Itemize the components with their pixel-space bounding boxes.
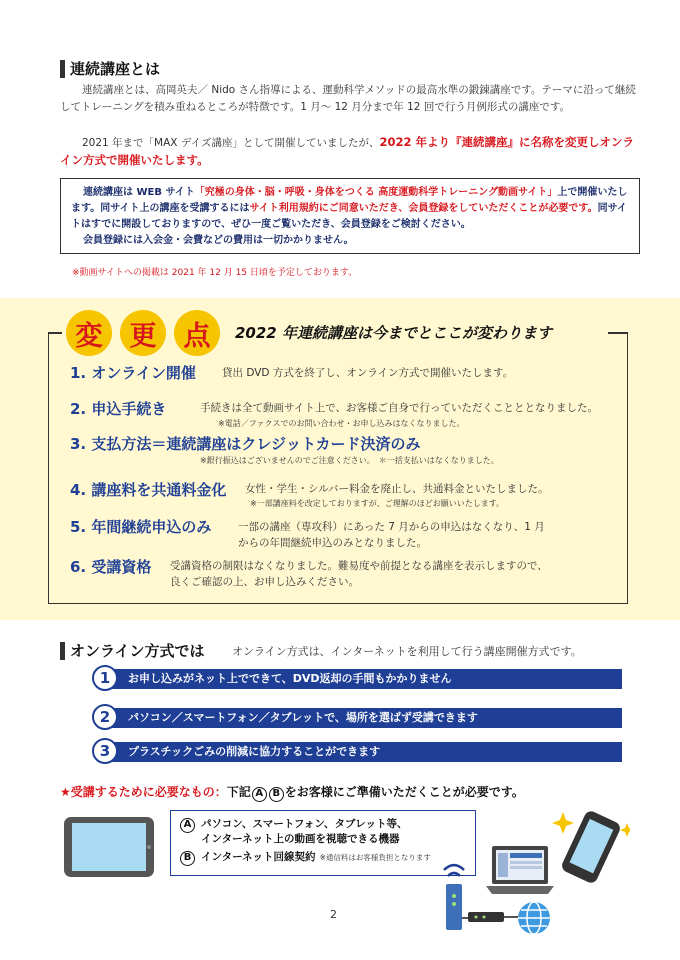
letter-a-badge: A — [252, 787, 267, 802]
renzoku-paragraph-1: 連続講座とは、高岡英夫／ Nido さん指導による、運動科学メソッドの最高水準の鍛錬講座です。テーマに沿って継続してトレーニングを積み重ねるところが特徴です。1 月〜 12 月分まで年 12 回で行う月例形式の講座です。 — [60, 84, 636, 113]
benefit-2 — [92, 706, 622, 730]
section-title-online — [60, 640, 205, 661]
requirements-line: ★受講するために必要なもの：下記 A B をお客様にご準備いただくことが必要です。 — [60, 783, 524, 802]
name-change-highlight: 2022 年より『連続講座』に名称を変更しオンライン方式で開催いたします。 — [60, 135, 635, 167]
change-circle-2: 更 — [120, 310, 166, 356]
letter-b-badge: B — [269, 787, 284, 802]
change-item-4-desc: 女性・学生・シルバー料金を廃止し、共通料金といたしました。 — [245, 483, 549, 495]
change-item-2-note: ※電話／ファクスでのお問い合わせ・お申し込みはなくなりました。 — [218, 419, 465, 428]
page-number: 2 — [330, 908, 337, 921]
change-item-3-title: 3. 支払方法＝連続講座はクレジットカード決済のみ — [70, 435, 421, 453]
title-bar — [60, 60, 65, 78]
change-item-1-title: 1. オンライン開催 — [70, 364, 196, 382]
laptop-icon — [486, 846, 554, 894]
benefit-3 — [92, 740, 622, 764]
change-item-6-desc-2: 良くご確認の上、お申し込みください。 — [170, 576, 359, 588]
benefit-text: プラスチックごみの削減に協力することができます — [104, 742, 622, 762]
online-lead: オンライン方式は、インターネットを利用して行う講座開催方式です。 — [232, 645, 582, 658]
benefit-number: 3 — [92, 738, 118, 764]
change-item-3-note: ※銀行振込はございませんのでご注意ください。 ＊一括支払いはなくなりました。 — [200, 456, 499, 465]
benefit-text: パソコン／スマートフォン／タブレットで、場所を選ばず受講できます — [104, 708, 622, 728]
change-item-2-title: 2. 申込手続き — [70, 400, 167, 418]
change-item-6-title: 6. 受講資格 — [70, 558, 152, 576]
globe-icon — [518, 902, 550, 934]
benefit-number: 2 — [92, 704, 118, 730]
tablet-icon — [62, 815, 156, 879]
change-circle-1: 変 — [66, 310, 112, 356]
section-title-text: オンライン方式では — [70, 642, 205, 660]
change-item-4-title: 4. 講座料を共通料金化 — [70, 481, 227, 499]
change-item-6-desc: 受講資格の制限はなくなりました。難易度や前提となる講座を表示しますので、 — [170, 560, 548, 572]
website-notice-box: 連続講座は WEB サイト「究極の身体・脳・呼吸・身体をつくる 高度運動科学トレーニング動画サイト」上で開催いたします。同サイト上の講座を受講するにはサイト利用規約にご同意いただき、会員登録をしていただくことが必要です。同サイトはすでに開設しておりますので、ぜひ一度ご覧いただき、会員登録をご検討ください。 会員登録には入会金・会費などの費用は一切かかりません。 — [60, 178, 640, 254]
smartphone-icon — [560, 809, 622, 885]
benefit-text: お申し込みがネット上でできて、DVD返却の手間もかかりません — [104, 669, 622, 689]
video-schedule-note: ※動画サイトへの掲載は 2021 年 12 月 15 日頃を予定しております。 — [72, 268, 358, 278]
change-item-1-desc: 貸出 DVD 方式を終了し、オンライン方式で開催いたします。 — [222, 367, 514, 379]
renzoku-paragraph-2: 2021 年まで「MAX デイズ講座」として開催していましたが、2022 年より『連続講座』に名称を変更しオンライン方式で開催いたします。 — [60, 135, 635, 167]
section-title-text: 連続講座とは — [70, 60, 161, 78]
change-circle-3: 点 — [174, 310, 220, 356]
change-item-4-note: ※一部講座料を改定しておりますが、ご理解のほどお願いいたします。 — [250, 499, 505, 508]
requirement-a: A パソコン、スマートフォン、タブレット等、 インターネット上の動画を視聴できる機器 — [179, 817, 467, 847]
change-item-5-desc-2: からの年間継続申込のみとなりました。 — [238, 537, 427, 549]
devices-illustration — [430, 800, 630, 940]
requirement-b: B インターネット回線契約 ※通信料はお客様負担となります — [179, 850, 467, 866]
section-title-renzoku — [60, 58, 160, 79]
benefit-number: 1 — [92, 665, 118, 691]
change-item-5-title: 5. 年間継続申込のみ — [70, 518, 212, 536]
benefit-1 — [92, 667, 622, 691]
change-item-2-desc: 手続きは全て動画サイト上で、お客様ご自身で行っていただくことととなりました。 — [200, 402, 599, 414]
title-bar — [60, 642, 65, 660]
change-item-5-desc: 一部の講座（専攻科）にあった 7 月からの申込はなくなり、1 月 — [238, 521, 545, 533]
changes-heading: 2022 年連続講座は今までとここが変わります — [235, 324, 552, 342]
